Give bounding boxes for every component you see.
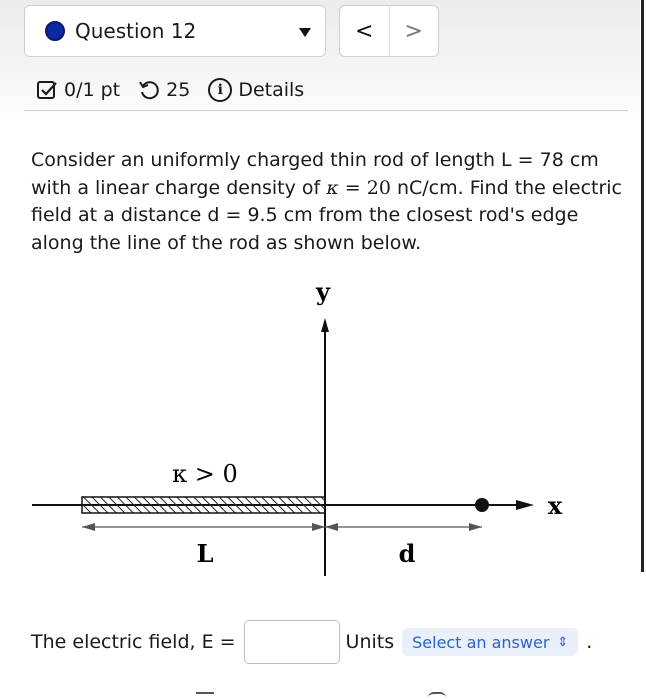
question-nav <box>339 5 439 57</box>
checkbox-icon <box>36 79 58 101</box>
cut-off-icon <box>428 692 446 698</box>
details-link[interactable]: Details <box>238 79 305 101</box>
length-arrow-right <box>312 523 325 531</box>
kappa-symbol: κ <box>326 176 339 199</box>
length-label: L <box>196 539 214 568</box>
math-equals: = <box>338 176 367 199</box>
problem-text-part-2: nC/cm. Find the electric field at a distance d = 9.5 cm from the closest rod's edge along the line of the rod as shown below. <box>31 176 622 254</box>
length-arrow-left <box>82 523 95 531</box>
distance-arrow-left <box>325 523 338 531</box>
question-title: Question 12 <box>75 19 197 43</box>
y-axis-label: y <box>316 277 330 306</box>
x-axis-label: x <box>547 491 563 520</box>
answer-row <box>31 620 592 664</box>
rod-figure <box>0 270 646 590</box>
problem-statement <box>31 147 631 257</box>
charged-rod <box>82 497 325 513</box>
problem-text-part-1: Consider an uniformly charged thin rod of length L = 78 cm with a linear charge density of <box>31 149 599 199</box>
units-select-text: Select an answer <box>412 632 550 652</box>
trailing-period: . <box>586 631 593 653</box>
kappa-value: 20 <box>366 176 391 199</box>
up-down-chevron-icon: ⇕ <box>557 634 569 650</box>
points-value: 0/1 pt <box>64 79 121 101</box>
electric-field-input[interactable] <box>244 620 340 664</box>
next-question-button[interactable]: > <box>404 18 423 44</box>
question-meta <box>36 76 304 104</box>
distance-label: d <box>398 539 416 568</box>
units-select[interactable] <box>402 628 578 656</box>
info-icon[interactable]: i <box>208 78 232 102</box>
dropdown-caret-icon <box>299 28 311 37</box>
status-dot <box>45 21 65 41</box>
units-label: Units <box>345 631 395 653</box>
answer-prompt: The electric field, E = <box>31 631 236 653</box>
previous-question-button[interactable]: < <box>340 6 390 56</box>
x-axis-arrow <box>516 500 534 510</box>
distance-arrow-right <box>469 523 482 531</box>
attempts-remaining: 25 <box>166 79 191 101</box>
divider <box>24 110 628 111</box>
question-selector[interactable] <box>24 5 326 57</box>
retry-icon <box>138 79 160 101</box>
cut-off-icon <box>196 692 214 698</box>
y-axis-arrow <box>321 318 329 332</box>
charge-density-math <box>326 177 391 199</box>
rod-charge-label: κ > 0 <box>172 460 238 488</box>
field-point <box>475 498 489 512</box>
